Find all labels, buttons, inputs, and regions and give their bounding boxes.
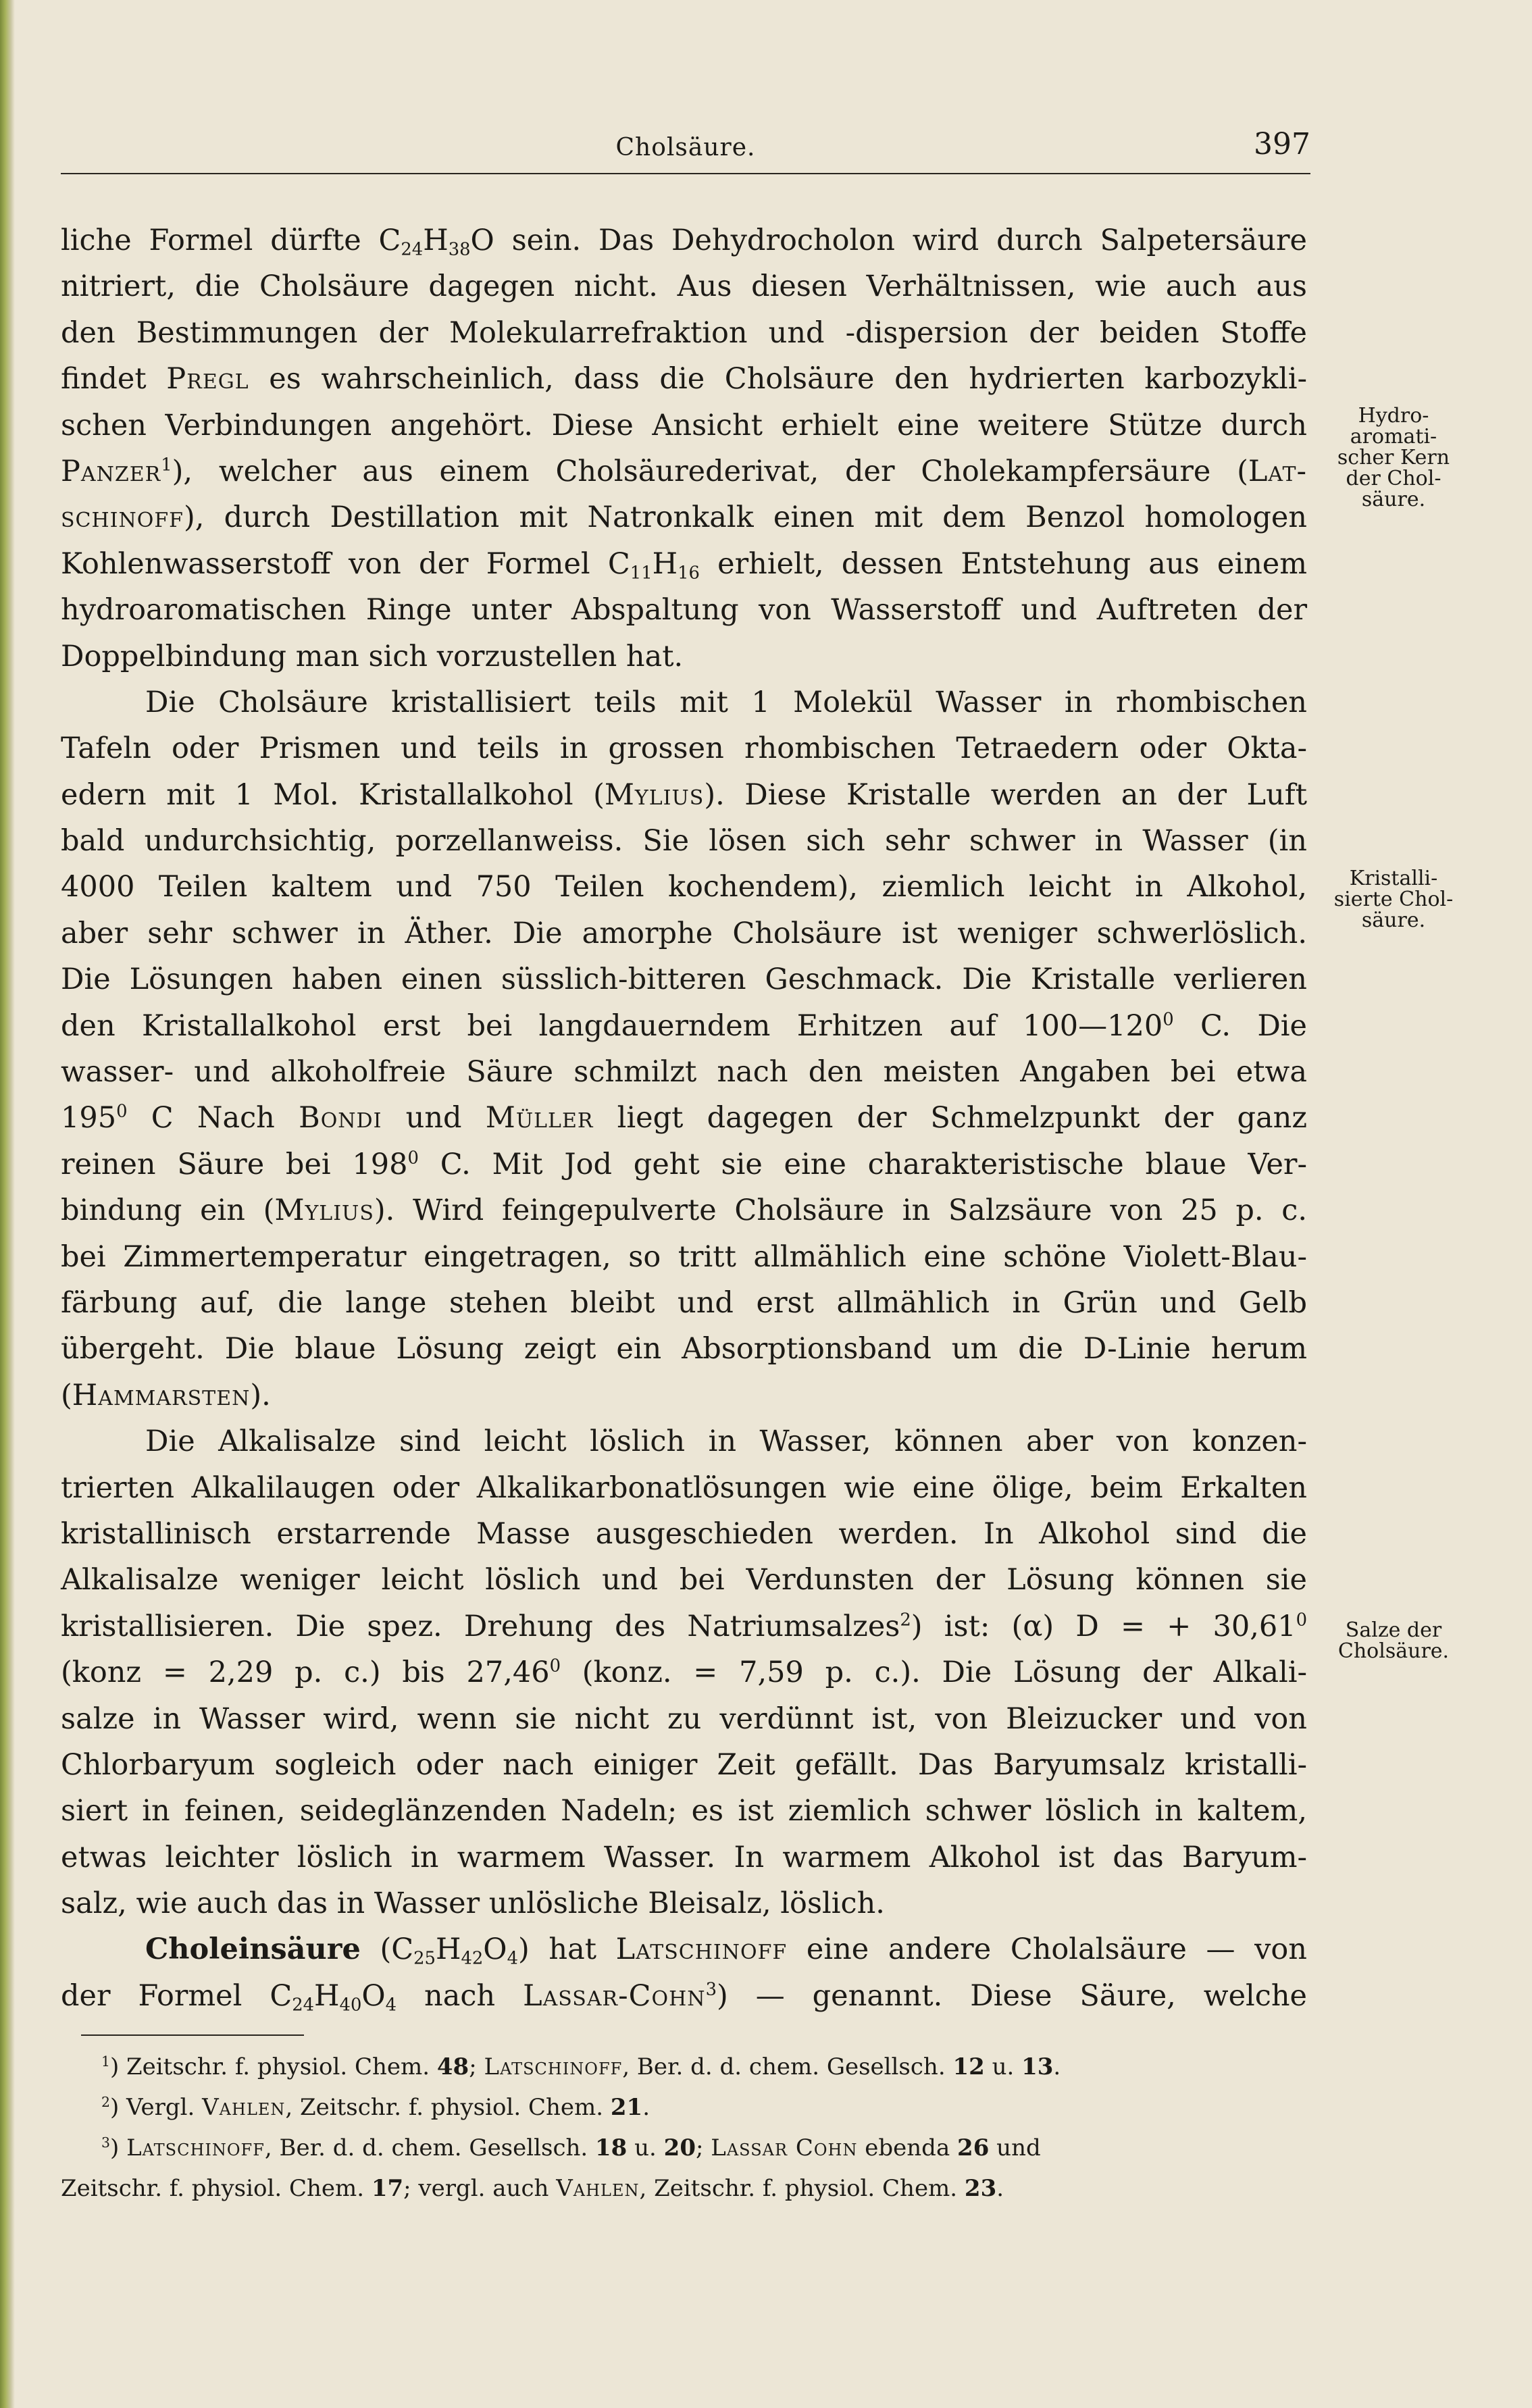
margin-note-line: Cholsäure. [1337, 1639, 1450, 1663]
text-run: . [642, 2094, 650, 2121]
text-run: C Nach [127, 1101, 299, 1135]
text-run: Die Cholsäure kristallisiert teils mit 1 Molekül Wasser in rhombischen [145, 685, 1307, 719]
text-run: O sein. Das Dehydrocholon wird durch Salpetersäure [470, 224, 1308, 257]
author-name: Hammarsten [72, 1378, 251, 1412]
text-run: ) — genannt. Diese Säure, welche [716, 1978, 1307, 2013]
text-line [61, 1835, 1307, 1880]
text-run: es wahrscheinlich, dass die Cholsäure den hydrierten karbozykli- [249, 362, 1308, 396]
author-name: Latschinoff [615, 1932, 788, 1967]
text-run: und [989, 2134, 1041, 2161]
margin-note-line: der Chol- [1346, 467, 1441, 490]
margin-note-line: säure. [1361, 488, 1426, 511]
text-run: ; [696, 2134, 711, 2161]
text-run: findet [61, 362, 167, 396]
subscript: 40 [339, 1995, 362, 2016]
text-run: (konz = 2,29 p. c.) bis 27,46 [61, 1656, 550, 1690]
subscript: 16 [678, 563, 700, 584]
text-line [61, 1973, 1307, 2019]
text-run: Die Alkalisalze sind leicht löslich in Wasser, können aber von konzen- [145, 1425, 1307, 1459]
text-run: ) ist: (α) D = + 30,61 [911, 1609, 1296, 1643]
author-name: Panzer [61, 454, 161, 488]
bold-text: 21 [610, 2094, 643, 2121]
text-run: Tafeln oder Prismen und teils in grossen rhombischen Tetraedern oder Okta- [61, 732, 1307, 766]
bold-text: 12 [952, 2053, 985, 2080]
text-line [61, 1742, 1307, 1788]
subscript: 25 [413, 1949, 436, 1970]
text-line [61, 263, 1307, 309]
text-line [61, 1095, 1307, 1141]
superscript: 3 [705, 1979, 717, 2000]
bold-text: 17 [371, 2175, 404, 2202]
author-name: Lassar-Cohn [523, 1978, 706, 2013]
text-line [61, 1003, 1307, 1049]
text-line [61, 1465, 1307, 1511]
margin-note-line: Hydro- [1358, 404, 1429, 428]
text-run: 4000 Teilen kaltem und 750 Teilen kochendem), ziemlich leicht in Alkohol, [61, 870, 1307, 904]
text-line [61, 634, 1307, 680]
superscript: 0 [1296, 1610, 1307, 1631]
text-line [61, 1649, 1307, 1695]
text-run: H [423, 224, 449, 257]
text-run: ), welcher aus einem Cholsäurederivat, der Cholekampfersäure ( [172, 454, 1248, 488]
author-name: Mylius [274, 1194, 374, 1228]
text-run: , Ber. d. d. chem. Gesellsch. [264, 2134, 596, 2161]
text-line [61, 310, 1307, 356]
text-line [61, 1511, 1307, 1557]
subscript: 42 [461, 1949, 484, 1970]
superscript: 0 [549, 1656, 561, 1676]
footnote [61, 2087, 1307, 2128]
text-run: H [652, 546, 678, 581]
footnote [61, 2128, 1307, 2168]
header-rule [61, 173, 1310, 174]
text-run: übergeht. Die blaue Lösung zeigt ein Absorptionsband um die D-Linie herum [61, 1332, 1307, 1366]
text-run: und [382, 1101, 486, 1135]
text-run: Die Lösungen haben einen süsslich-bitteren Geschmack. Die Kristalle verlieren [61, 963, 1307, 997]
bold-text: 48 [436, 2053, 469, 2080]
text-run: bei Zimmertemperatur eingetragen, so tritt allmählich eine schöne Violett-Blau- [61, 1239, 1307, 1274]
text-run: nitriert, die Cholsäure dagegen nicht. Aus diesen Verhältnissen, wie auch aus [61, 270, 1307, 304]
text-line [61, 725, 1307, 771]
subscript: 38 [448, 239, 471, 260]
text-line [61, 1326, 1307, 1372]
text-run: kristallinisch erstarrende Masse ausgeschieden werden. In Alkohol sind die [61, 1516, 1307, 1551]
text-run: . [996, 2175, 1004, 2202]
author-name: Latschinoff [126, 2134, 265, 2161]
text-run: edern mit 1 Mol. Kristallalkohol ( [61, 777, 605, 812]
margin-note-line: aromati- [1350, 425, 1437, 449]
superscript: 0 [1163, 1009, 1174, 1030]
text-run: C. Die [1173, 1008, 1307, 1043]
superscript: 0 [116, 1101, 128, 1122]
text-run: ( [61, 1378, 72, 1412]
footnote [61, 2168, 1307, 2209]
page-number: 397 [1254, 127, 1310, 161]
page-title: Cholsäure. [615, 134, 756, 161]
text-line [61, 1604, 1307, 1649]
text-run: kristallisieren. Die spez. Drehung des Natriumsalzes [61, 1609, 900, 1643]
text-line [61, 818, 1307, 864]
footnote [61, 2047, 1307, 2087]
bold-text: 26 [957, 2134, 990, 2161]
text-run: liche Formel dürfte C [61, 224, 401, 257]
margin-note-crystallized [1323, 868, 1464, 931]
subscript: 4 [385, 1995, 397, 2016]
text-line [61, 494, 1307, 540]
text-run: aber sehr schwer in Äther. Die amorphe Cholsäure ist weniger schwerlöslich. [61, 916, 1307, 950]
superscript: 3 [101, 2134, 110, 2151]
text-run: ) hat [517, 1932, 616, 1967]
book-spine-edge [0, 0, 15, 2408]
margin-note-line: Kristalli- [1349, 867, 1438, 890]
text-run: ebenda [857, 2134, 958, 2161]
text-line [61, 1788, 1307, 1834]
text-line [61, 1418, 1307, 1464]
text-line [61, 217, 1307, 263]
text-line [61, 1234, 1307, 1280]
text-line [61, 356, 1307, 402]
text-run: reinen Säure bei 198 [61, 1147, 408, 1181]
author-name: Mylius [604, 777, 705, 812]
footnote-rule [81, 2034, 304, 2036]
text-line [61, 403, 1307, 449]
text-run: trierten Alkalilaugen oder Alkalikarbonatlösungen wie eine ölige, beim Erkalten [61, 1470, 1307, 1505]
subscript: 24 [292, 1995, 315, 2016]
text-run: ). Diese Kristalle werden an der Luft [704, 777, 1307, 812]
text-line [61, 1142, 1307, 1187]
text-line [61, 1880, 1307, 1926]
text-run: salze in Wasser wird, wenn sie nicht zu verdünnt ist, von Bleizucker und von [61, 1701, 1307, 1736]
subscript: 24 [401, 239, 424, 260]
text-run: Alkalisalze weniger leicht löslich und bei Verdunsten der Lösung können sie [61, 1563, 1307, 1597]
text-run: siert in feinen, seideglänzenden Nadeln; es ist ziemlich schwer löslich in kaltem, [61, 1794, 1307, 1828]
text-run: nach [397, 1978, 524, 2013]
text-run: u. [627, 2134, 664, 2161]
text-run: H [314, 1978, 340, 2013]
margin-note-salts [1323, 1620, 1464, 1662]
text-line [61, 1187, 1307, 1233]
author-name: Lassar Cohn [711, 2134, 858, 2161]
text-line [61, 1926, 1307, 1972]
text-run: eine andere Cholalsäure — von [787, 1932, 1307, 1967]
text-line [61, 956, 1307, 1002]
text-run: C. Mit Jod geht sie eine charakteristische blaue Ver- [418, 1147, 1307, 1181]
margin-note-line: sierte Chol- [1333, 888, 1454, 911]
author-name: Bondi [299, 1101, 382, 1135]
margin-note-line: säure. [1361, 908, 1426, 932]
superscript: 1 [161, 455, 172, 476]
author-name: Vahlen [202, 2094, 286, 2121]
margin-note-hydroaromatic [1323, 405, 1464, 510]
text-run: 195 [61, 1101, 117, 1135]
margin-note-line: scher Kern [1337, 446, 1450, 469]
text-line [61, 541, 1307, 587]
text-line [61, 864, 1307, 910]
text-run: (konz. = 7,59 p. c.). Die Lösung der Alkali- [561, 1656, 1307, 1690]
text-run: , Ber. d. d. chem. Gesellsch. [622, 2053, 953, 2080]
author-name: Müller [485, 1101, 594, 1135]
text-run: den Bestimmungen der Molekularrefraktion und -dispersion der beiden Stoffe [61, 315, 1307, 350]
bold-text: 20 [663, 2134, 696, 2161]
author-name: Vahlen [556, 2175, 640, 2202]
text-run: ) Zeitschr. f. physiol. Chem. [109, 2053, 437, 2080]
text-run: , Zeitschr. f. physiol. Chem. [285, 2094, 611, 2121]
text-run: Doppelbindung man sich vorzustellen hat. [61, 639, 684, 673]
text-run: . [1053, 2053, 1061, 2080]
bold-text: Choleinsäure [145, 1932, 361, 1967]
text-line [61, 1696, 1307, 1742]
superscript: 0 [407, 1148, 419, 1169]
author-name: Latschinoff [484, 2053, 623, 2080]
text-line [61, 1280, 1307, 1326]
text-line [61, 449, 1307, 494]
margin-note-line: Salze der [1345, 1618, 1442, 1642]
text-line [61, 911, 1307, 956]
text-line [61, 1373, 1307, 1418]
text-run: ) Vergl. [109, 2094, 203, 2121]
text-run: ; vergl. auch [403, 2175, 557, 2202]
text-run: ). [250, 1378, 271, 1412]
author-name: Pregl [166, 362, 249, 396]
text-line [61, 772, 1307, 818]
text-line [61, 680, 1307, 725]
text-run: schen Verbindungen angehört. Diese Ansicht erhielt eine weitere Stütze durch [61, 408, 1307, 442]
text-run: wasser- und alkoholfreie Säure schmilzt nach den meisten Angaben bei etwa [61, 1055, 1307, 1090]
running-head [61, 127, 1310, 174]
superscript: 2 [900, 1610, 911, 1631]
superscript: 1 [101, 2053, 110, 2070]
text-run: ) [109, 2134, 127, 2161]
footnotes [61, 2047, 1307, 2209]
text-run: H [435, 1932, 461, 1967]
text-run: erhielt, dessen Entstehung aus einem [699, 546, 1308, 581]
bold-text: 18 [595, 2134, 628, 2161]
text-run: der Formel C [61, 1978, 292, 2013]
text-run: u. [984, 2053, 1022, 2080]
text-run: Kohlenwasserstoff von der Formel C [61, 546, 630, 581]
text-run: ; [469, 2053, 484, 2080]
subscript: 11 [630, 563, 653, 584]
text-run: ). Wird feingepulverte Cholsäure in Salzsäure von 25 p. c. [374, 1194, 1307, 1228]
text-run: etwas leichter löslich in warmem Wasser. In warmem Alkohol ist das Baryum- [61, 1840, 1307, 1874]
superscript: 2 [101, 2093, 110, 2110]
text-run: O [483, 1932, 507, 1967]
text-run: O [361, 1978, 386, 2013]
text-line [61, 1049, 1307, 1095]
author-name: schinoff [61, 501, 184, 535]
text-run: Chlorbaryum sogleich oder nach einiger Zeit gefällt. Das Baryumsalz kristalli- [61, 1747, 1307, 1782]
text-run: hydroaromatischen Ringe unter Abspaltung von Wasserstoff und Auftreten der [61, 593, 1307, 627]
text-run: (C [360, 1932, 414, 1967]
bold-text: 23 [964, 2175, 997, 2202]
text-run: färbung auf, die lange stehen bleibt und erst allmählich in Grün und Gelb [61, 1285, 1307, 1320]
text-line [61, 587, 1307, 633]
subscript: 4 [507, 1949, 518, 1970]
text-run: liegt dagegen der Schmelzpunkt der ganz [593, 1101, 1307, 1135]
text-run: , Zeitschr. f. physiol. Chem. [639, 2175, 965, 2202]
bold-text: 13 [1021, 2053, 1054, 2080]
text-run: bindung ein ( [61, 1194, 275, 1228]
text-line [61, 1557, 1307, 1603]
text-run: bald undurchsichtig, porzellanweiss. Sie lösen sich sehr schwer in Wasser (in [61, 824, 1307, 859]
main-text [61, 217, 1307, 2019]
text-run: Zeitschr. f. physiol. Chem. [61, 2175, 372, 2202]
text-run: ), durch Destillation mit Natronkalk einen mit dem Benzol homologen [184, 501, 1307, 535]
text-run: salz, wie auch das in Wasser unlösliche Bleisalz, löslich. [61, 1887, 885, 1921]
text-run: den Kristallalkohol erst bei langdauerndem Erhitzen auf 100—120 [61, 1008, 1163, 1043]
author-name: Lat- [1248, 454, 1307, 488]
